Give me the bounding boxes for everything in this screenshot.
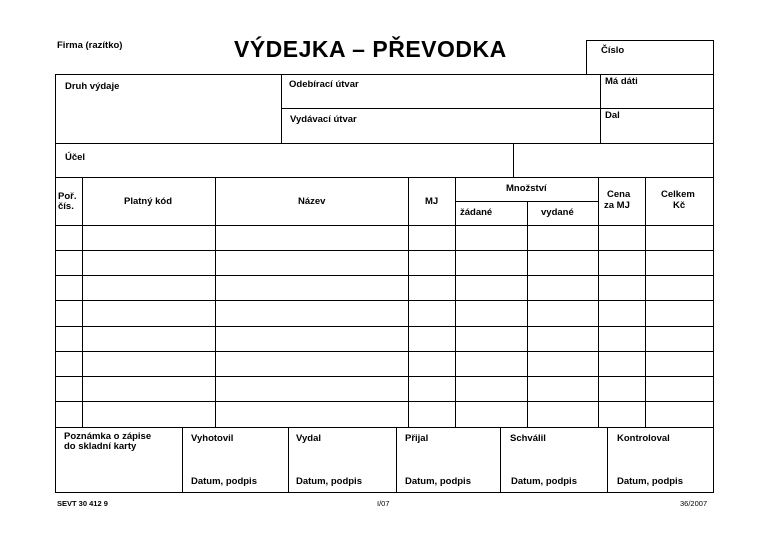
form-edition: I/07: [377, 499, 390, 508]
dal-label: Dal: [605, 110, 620, 121]
col-header-por: Poř.: [58, 191, 77, 202]
vydal-label: Vydal: [296, 433, 321, 444]
col-header-za-mj: za MJ: [604, 200, 630, 211]
poznamka-label-1: Poznámka o zápise: [64, 431, 152, 442]
firma-label: Firma (razítko): [57, 40, 123, 51]
prijal-label: Přijal: [405, 433, 429, 444]
col-header-zadane: žádané: [460, 207, 493, 218]
vydavaci-utvar-label: Vydávací útvar: [290, 114, 357, 125]
col-header-kc: Kč: [673, 200, 686, 211]
poznamka-field[interactable]: [56, 428, 181, 491]
schvalil-field[interactable]: [501, 428, 606, 491]
vyhotovil-sign-label: Datum, podpis: [191, 476, 257, 487]
col-header-nazev: Název: [298, 196, 326, 207]
odberaci-utvar-field[interactable]: [282, 75, 599, 107]
col-header-mnozstvi: Množství: [506, 183, 547, 194]
ma-dati-field[interactable]: [601, 75, 713, 107]
table-row[interactable]: [56, 402, 713, 427]
schvalil-label: Schválil: [510, 433, 546, 444]
vydavaci-utvar-field[interactable]: [282, 109, 599, 142]
col-header-mj: MJ: [425, 196, 439, 207]
druh-vydaje-field[interactable]: [56, 75, 280, 142]
col-header-celkem: Celkem: [661, 189, 695, 200]
druh-vydaje-label: Druh výdaje: [65, 81, 120, 92]
outer-bottom-border: [55, 492, 714, 493]
poznamka-label-2: do skladní karty: [64, 441, 137, 452]
schvalil-sign-label: Datum, podpis: [511, 476, 577, 487]
kontroloval-label: Kontroloval: [617, 433, 670, 444]
kontroloval-field[interactable]: [608, 428, 713, 491]
table-row[interactable]: [56, 352, 713, 376]
table-row[interactable]: [56, 377, 713, 401]
form-code: SEVT 30 412 9: [57, 499, 108, 508]
form-date: 36/2007: [680, 499, 708, 508]
table-row[interactable]: [56, 226, 713, 250]
kontroloval-sign-label: Datum, podpis: [617, 476, 683, 487]
cislo-label: Číslo: [601, 45, 625, 56]
mnozstvi-sub-line: [455, 201, 598, 202]
table-row[interactable]: [56, 251, 713, 275]
col-header-cena: Cena: [607, 189, 631, 200]
table-row[interactable]: [56, 276, 713, 300]
col-header-vydane: vydané: [541, 207, 574, 218]
table-top-line: [55, 177, 714, 178]
ma-dati-label: Má dáti: [605, 76, 638, 87]
vydal-field[interactable]: [289, 428, 395, 491]
prijal-sign-label: Datum, podpis: [405, 476, 471, 487]
table-row[interactable]: [56, 327, 713, 351]
col-header-cis: čís.: [58, 201, 74, 212]
ucel-extra-field[interactable]: [514, 144, 713, 176]
col-header-platny-kod: Platný kód: [124, 196, 173, 207]
ucel-field[interactable]: [56, 144, 512, 176]
odberaci-utvar-label: Odebírací útvar: [289, 79, 359, 90]
prijal-field[interactable]: [397, 428, 499, 491]
ucel-label: Účel: [65, 152, 86, 163]
form-title: VÝDEJKA – PŘEVODKA: [234, 36, 507, 62]
dal-field[interactable]: [601, 109, 713, 142]
vyhotovil-label: Vyhotovil: [191, 433, 234, 444]
table-row[interactable]: [56, 301, 713, 326]
vyhotovil-field[interactable]: [183, 428, 287, 491]
vydal-sign-label: Datum, podpis: [296, 476, 362, 487]
cislo-field[interactable]: [587, 41, 713, 73]
